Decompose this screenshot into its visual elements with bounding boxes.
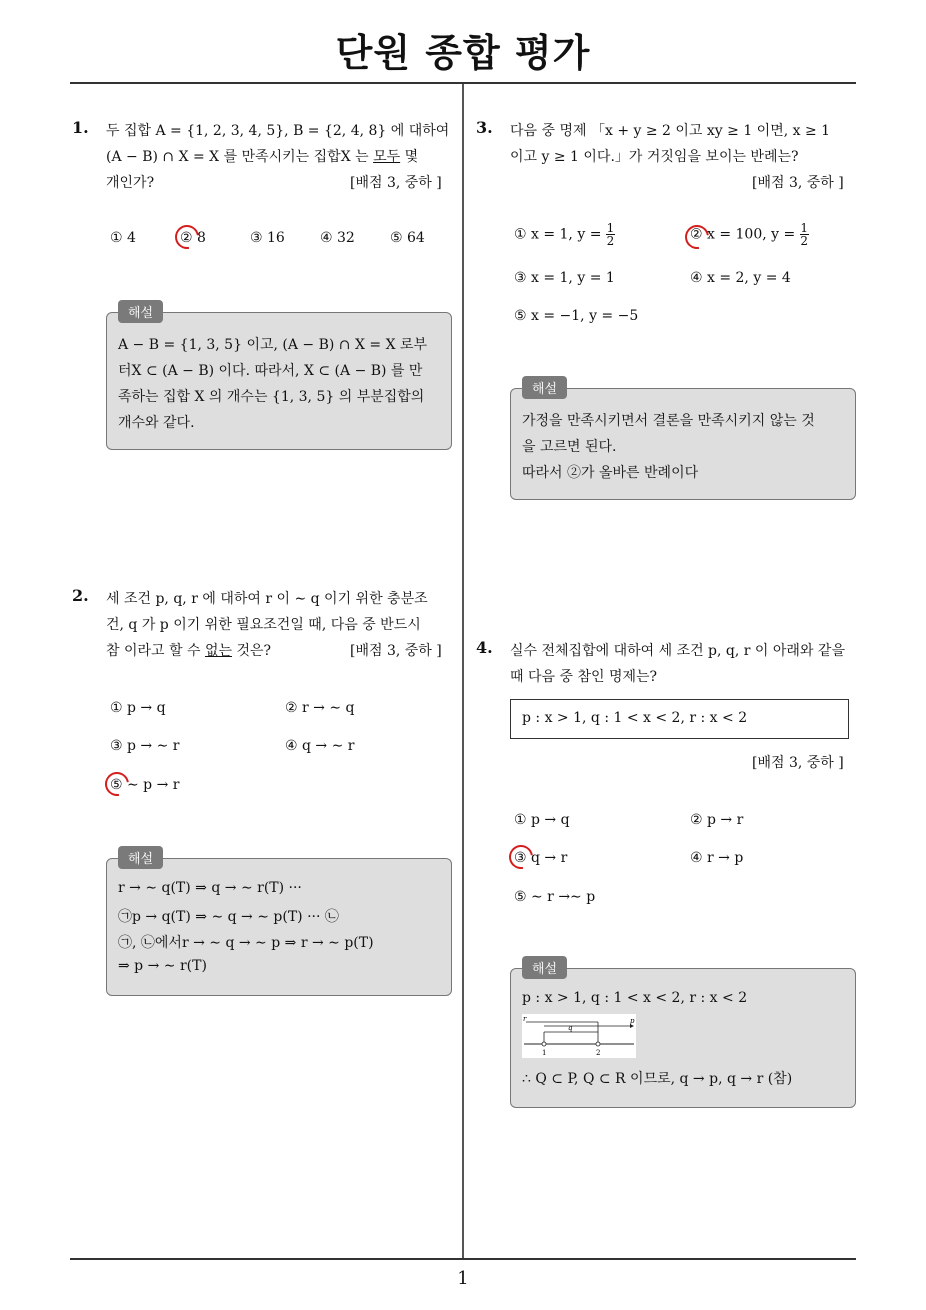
column-divider bbox=[462, 84, 464, 1258]
question-text-line: 이고 y ≥ 1 이다.」가 거짓임을 보이는 반례는? bbox=[510, 149, 799, 165]
number-line-diagram bbox=[522, 1014, 636, 1058]
point-2 bbox=[596, 1042, 600, 1046]
option-3[interactable]: ③ p → ∼ r bbox=[110, 738, 180, 754]
tick-1-label: 1 bbox=[542, 1049, 547, 1057]
solution-line: A − B = {1, 3, 5} 이고, (A − B) ∩ X = X 로부 bbox=[118, 337, 428, 353]
question-text-line: 다음 중 명제 「x + y ≥ 2 이고 xy ≥ 1 이면, x ≥ 1 bbox=[510, 123, 831, 139]
solution-line: ⇒ p → ∼ r(T) bbox=[118, 958, 207, 974]
footer-rule bbox=[70, 1258, 856, 1260]
tick-2-label: 2 bbox=[596, 1049, 601, 1057]
underlined-word: 없는 bbox=[204, 643, 233, 659]
score-label: [배점 3, 중하 ] bbox=[350, 175, 442, 191]
option-4[interactable]: ④ q → ∼ r bbox=[285, 738, 355, 754]
question-number: 1. bbox=[72, 118, 89, 137]
score-label: [배점 3, 중하 ] bbox=[752, 175, 844, 191]
question-number: 4. bbox=[476, 638, 493, 657]
question-text-line: 실수 전체집합에 대하여 세 조건 p, q, r 이 아래와 같을 bbox=[510, 643, 845, 659]
solution-line: 터X ⊂ (A − B) 이다. 따라서, X ⊂ (A − B) 를 만 bbox=[118, 363, 423, 379]
fraction: $\frac{1}{2}$ bbox=[800, 221, 809, 248]
option-3[interactable]: ③ q → r bbox=[514, 850, 568, 866]
question-number: 2. bbox=[72, 586, 89, 605]
solution-line: p : x > 1, q : 1 < x < 2, r : x < 2 bbox=[522, 990, 748, 1006]
question-text-line: 개인가? bbox=[106, 175, 155, 191]
solution-line: 개수와 같다. bbox=[118, 415, 195, 431]
solution-line: ∴ Q ⊂ P, Q ⊂ R 이므로, q → p, q → r (참) bbox=[522, 1071, 793, 1087]
solution-line: 족하는 집합 X 의 개수는 {1, 3, 5} 의 부분집합의 bbox=[118, 389, 425, 405]
question-text-line: 두 집합 A = {1, 2, 3, 4, 5}, B = {2, 4, 8} 에 대하여 bbox=[106, 123, 450, 139]
point-1 bbox=[542, 1042, 546, 1046]
solution-tag: 해설 bbox=[118, 846, 163, 869]
solution-line: 따라서 ②가 올바른 반례이다 bbox=[522, 465, 699, 481]
solution-box bbox=[106, 858, 452, 996]
option-3[interactable]: ③ 16 bbox=[250, 230, 285, 246]
page-title: 단원 종합 평가 bbox=[335, 31, 591, 75]
fraction: $\frac{1}{2}$ bbox=[606, 221, 615, 248]
underlined-word: 모두 bbox=[373, 149, 401, 165]
option-4[interactable]: ④ r → p bbox=[690, 850, 744, 866]
option-1[interactable]: ① 4 bbox=[110, 230, 136, 246]
question-text-line: 세 조건 p, q, r 에 대하여 r 이 ∼ q 이기 위한 충분조 bbox=[106, 591, 428, 607]
option-2[interactable]: ② x = 100, y = $\frac{1}{2}$ bbox=[690, 221, 809, 248]
label-q: q bbox=[568, 1024, 573, 1032]
option-5[interactable]: ⑤ ∼ r →∼ p bbox=[514, 889, 596, 905]
question-text-line: 때 다음 중 참인 명제는? bbox=[510, 669, 658, 685]
option-1[interactable]: ① x = 1, y = $\frac{1}{2}$ bbox=[514, 221, 615, 248]
question-text-line: 참 이라고 할 수 없는 것은? bbox=[106, 643, 272, 659]
question-text-line: 건, q 가 p 이기 위한 필요조건일 때, 다음 중 반드시 bbox=[106, 617, 421, 633]
score-label: [배점 3, 중하 ] bbox=[752, 755, 844, 771]
option-2[interactable]: ② r → ∼ q bbox=[285, 700, 355, 716]
solution-line: 가정을 만족시키면서 결론을 만족시키지 않는 것 bbox=[522, 413, 815, 429]
label-p: p bbox=[630, 1017, 635, 1025]
solution-tag: 해설 bbox=[118, 300, 163, 323]
question-text-line: (A − B) ∩ X = X 를 만족시키는 집합X 는 모두 몇 bbox=[106, 149, 419, 165]
option-5[interactable]: ⑤ 64 bbox=[390, 230, 425, 246]
option-1[interactable]: ① p → q bbox=[514, 812, 570, 828]
diagram-background bbox=[522, 1014, 636, 1058]
score-label: [배점 3, 중하 ] bbox=[350, 643, 442, 659]
solution-line: ㉠p → q(T) ⇒ ∼ q → ∼ p(T) ··· ㉡ bbox=[118, 909, 339, 925]
answer-circle-mark bbox=[100, 767, 133, 800]
solution-tag: 해설 bbox=[522, 376, 567, 399]
solution-line: r → ∼ q(T) ⇒ q → ∼ r(T) ··· bbox=[118, 880, 302, 896]
option-5[interactable]: ⑤ ∼ p → r bbox=[110, 777, 180, 793]
solution-tag: 해설 bbox=[522, 956, 567, 979]
solution-line: ㉠, ㉡에서r → ∼ q → ∼ p ⇒ r → ∼ p(T) bbox=[118, 935, 374, 951]
option-5[interactable]: ⑤ x = −1, y = −5 bbox=[514, 308, 639, 324]
option-2[interactable]: ② p → r bbox=[690, 812, 744, 828]
page-number: 1 bbox=[457, 1268, 469, 1289]
solution-line: 을 고르면 된다. bbox=[522, 439, 617, 455]
option-4[interactable]: ④ x = 2, y = 4 bbox=[690, 270, 791, 286]
answer-circle-mark bbox=[170, 220, 203, 253]
question-number: 3. bbox=[476, 118, 493, 137]
condition-text: p : x > 1, q : 1 < x < 2, r : x < 2 bbox=[522, 710, 748, 726]
option-4[interactable]: ④ 32 bbox=[320, 230, 355, 246]
option-2[interactable]: ② 8 bbox=[180, 230, 206, 246]
option-3[interactable]: ③ x = 1, y = 1 bbox=[514, 270, 615, 286]
answer-circle-mark bbox=[504, 840, 537, 873]
option-1[interactable]: ① p → q bbox=[110, 700, 166, 716]
label-r: r bbox=[523, 1015, 527, 1023]
